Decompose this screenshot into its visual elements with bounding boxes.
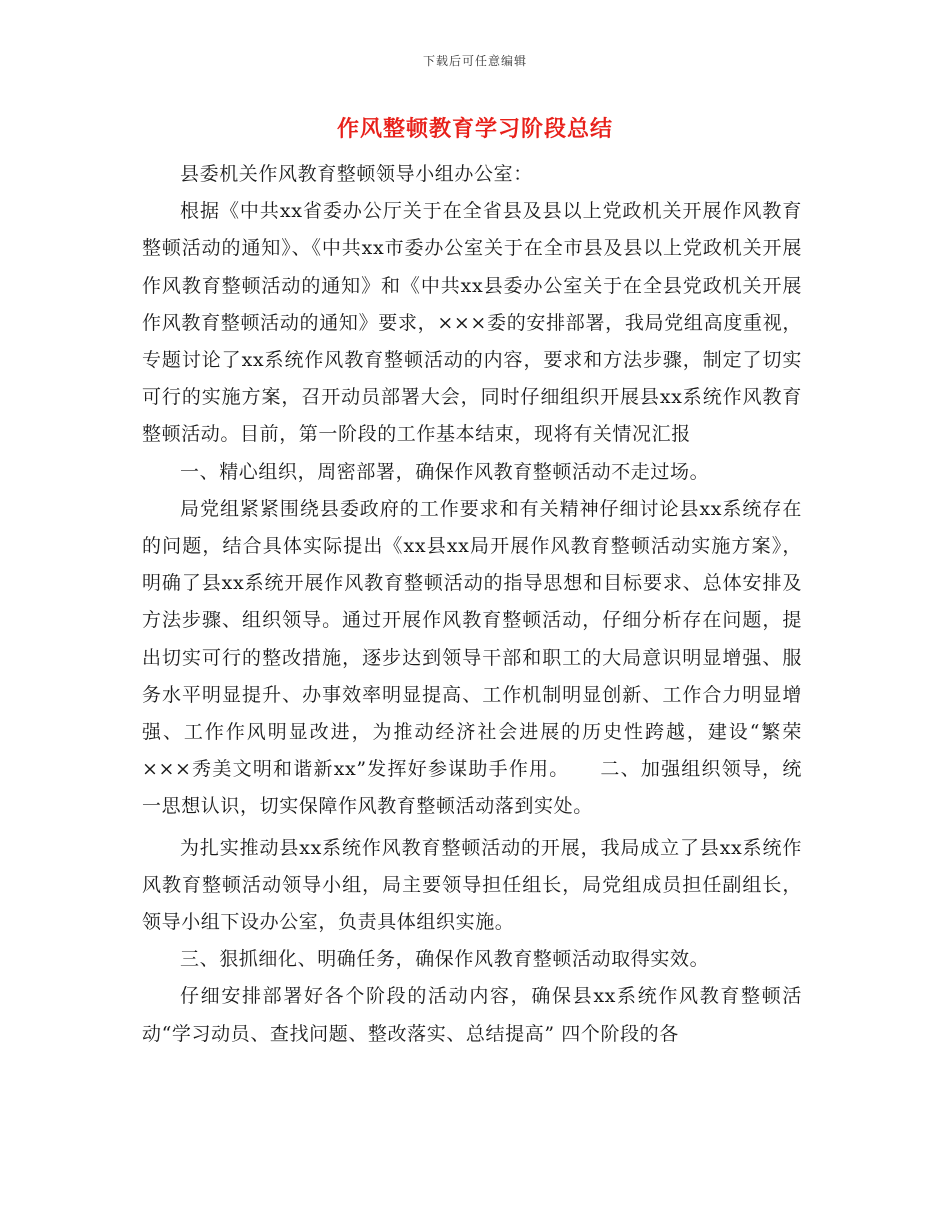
document-title: 作风整顿教育学习阶段总结 [336, 116, 613, 142]
section-heading-3: 三、狠抓细化、明确任务，确保作风教育整顿活动取得实效。 [180, 948, 710, 971]
paragraph-section-2: 为扎实推动县xx系统作风教育整顿活动的开展，我局成立了县xx系统作风教育整顿活动领导小组，局主要领导担任组长，局党组成员担任副组长，领导小组下设办公室，负责具体组织实施。 [142, 836, 802, 934]
header-note: 下载后可任意编辑 [422, 54, 527, 68]
paragraph-section-1: 局党组紧紧围绕县委政府的工作要求和有关精神仔细讨论县xx系统存在的问题，结合具体实际提出《xx县xx局开展作风教育整顿活动实施方案》，明确了县xx系统开展作风教育整顿活动的指导思想和目标要求、总体安排及方法步骤、组织领导。通过开展作风教育整顿活动，仔细分析存在问题，提出切实可行的整改措施，逐步达到领导干部和职工的大局意识明显增强、服务水平明显提升、办事效率明显提高、工作机制明显创新、工作合力明显增强、工作作风明显改进，为推动经济社会进展的历史性跨越，建设“繁荣×××秀美文明和谐新xx”发挥好参谋助手作用。 二、加强组织领导，统一思想认识，切实保障作风教育整顿活动落到实处。 [142, 497, 802, 818]
salutation: 县委机关作风教育整顿领导小组办公室： [180, 163, 533, 185]
document-body [142, 156, 802, 1053]
paragraph-intro: 根据《中共xx省委办公厅关于在全省县及县以上党政机关开展作风教育整顿活动的通知》、《中共xx市委办公室关于在全市县及县以上党政机关开展作风教育整顿活动的通知》和《中共xx县委办公室关于在全县党政机关开展作风教育整顿活动的通知》要求，×××委的安排部署，我局党组高度重视，专题讨论了xx系统作风教育整顿活动的内容，要求和方法步骤，制定了切实可行的实施方案，召开动员部署大会，同时仔细组织开展县xx系统作风教育整顿活动。目前，第一阶段的工作基本结束，现将有关情况汇报 [142, 200, 802, 446]
section-heading-1: 一、精心组织，周密部署，确保作风教育整顿活动不走过场。 [180, 460, 710, 483]
paragraph-section-3: 仔细安排部署好各个阶段的活动内容，确保县xx系统作风教育整顿活动“学习动员、查找问题、整改落实、总结提高” 四个阶段的各 [142, 985, 802, 1045]
